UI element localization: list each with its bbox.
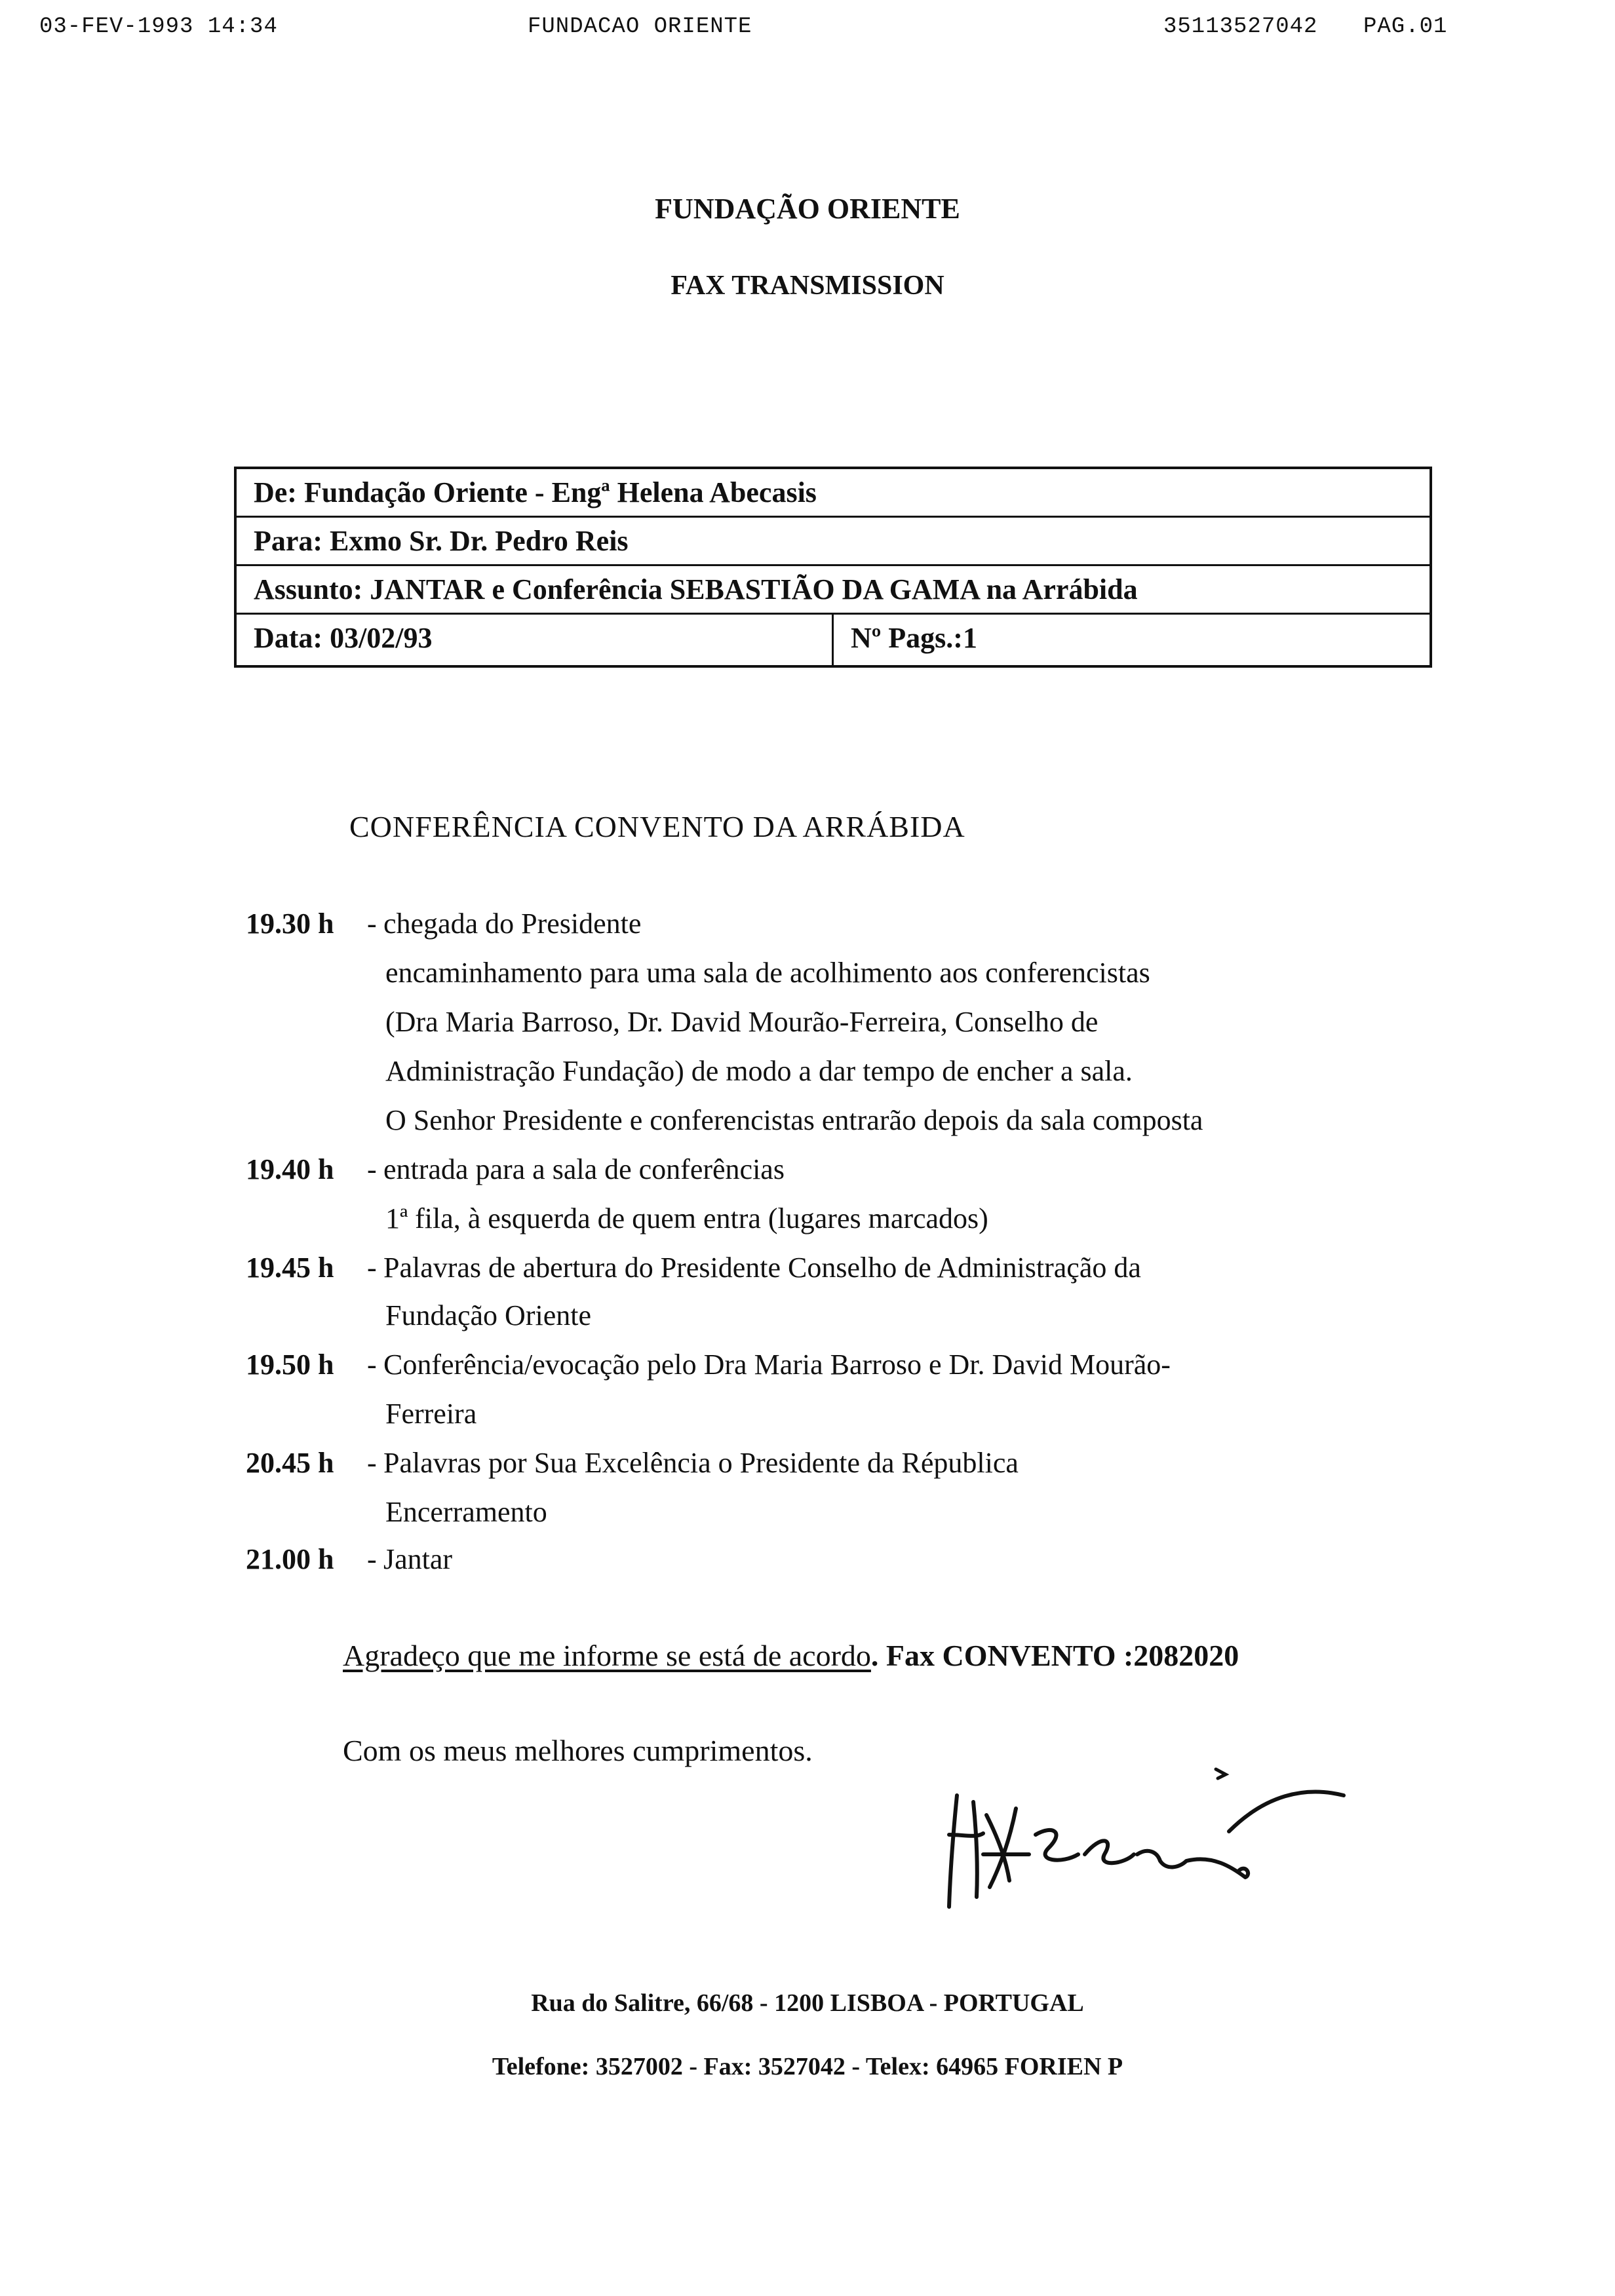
program-line: chegada do Presidente xyxy=(383,908,642,940)
document-type: FAX TRANSMISSION xyxy=(671,271,944,301)
program-time: 21.00 h xyxy=(246,1543,334,1575)
program-time: 19.40 h xyxy=(246,1153,334,1185)
routing-table xyxy=(234,467,1432,668)
program-title: CONFERÊNCIA CONVENTO DA ARRÁBIDA xyxy=(349,810,965,843)
fax-number: 35113527042 xyxy=(1163,14,1318,39)
program-line: (Dra Maria Barroso, Dr. David Mourão-Ferreira, Conselho de xyxy=(385,1006,1099,1038)
footer-contacts: Telefone: 3527002 - Fax: 3527042 - Telex: 64965 FORIEN P xyxy=(492,2053,1123,2080)
program-dash: - xyxy=(367,1153,377,1185)
program-time: 19.30 h xyxy=(246,908,334,940)
program-line: Conferência/evocação pelo Dra Maria Barroso e Dr. David Mourão- xyxy=(383,1349,1171,1381)
program-line: Palavras por Sua Excelência o Presidente da Républica xyxy=(383,1447,1019,1479)
program-dash: - xyxy=(367,1252,377,1284)
program-line: 1ª fila, à esquerda de quem entra (lugares marcados) xyxy=(385,1202,988,1234)
routing-to: Para: Exmo Sr. Dr. Pedro Reis xyxy=(237,518,1430,566)
routing-date-row xyxy=(237,615,1430,665)
closing-fax-info: . Fax CONVENTO :2082020 xyxy=(870,1639,1239,1672)
fax-page: PAG.01 xyxy=(1363,14,1448,39)
routing-from: De: Fundação Oriente - Engª Helena Abecasis xyxy=(237,469,1430,518)
closing-request-line xyxy=(343,1638,1239,1673)
program-line: O Senhor Presidente e conferencistas entrarão depois da sala composta xyxy=(385,1104,1203,1136)
fax-datetime: 03-FEV-1993 14:34 xyxy=(39,14,278,39)
program-line: Fundação Oriente xyxy=(385,1299,591,1331)
routing-date: Data: 03/02/93 xyxy=(254,622,433,654)
fax-sender: FUNDACAO ORIENTE xyxy=(528,14,752,39)
program-line: encaminhamento para uma sala de acolhimento aos conferencistas xyxy=(385,957,1150,989)
program-line: Jantar xyxy=(383,1543,453,1575)
program-line: entrada para a sala de conferências xyxy=(383,1153,785,1185)
routing-pages: Nº Pags.:1 xyxy=(851,622,977,654)
program-line: Ferreira xyxy=(385,1398,477,1430)
program-line: Encerramento xyxy=(385,1496,547,1528)
program-line: Palavras de abertura do Presidente Conselho de Administração da xyxy=(383,1252,1141,1284)
footer-address: Rua do Salitre, 66/68 - 1200 LISBOA - PORTUGAL xyxy=(531,1989,1084,2017)
program-dash: - xyxy=(367,1349,377,1381)
closing-greeting: Com os meus melhores cumprimentos. xyxy=(343,1734,813,1767)
program-time: 20.45 h xyxy=(246,1447,334,1479)
organization-title: FUNDAÇÃO ORIENTE xyxy=(655,193,960,225)
routing-subject: Assunto: JANTAR e Conferência SEBASTIÃO DA GAMA na Arrábida xyxy=(237,566,1430,615)
signature xyxy=(937,1756,1357,1920)
program-dash: - xyxy=(367,1543,377,1575)
program-line: Administração Fundação) de modo a dar tempo de encher a sala. xyxy=(385,1055,1133,1087)
program-dash: - xyxy=(367,1447,377,1479)
program-dash: - xyxy=(367,908,377,940)
program-time: 19.50 h xyxy=(246,1349,334,1381)
program-time: 19.45 h xyxy=(246,1252,334,1284)
closing-request: Agradeço que me informe se está de acordo xyxy=(343,1639,871,1672)
